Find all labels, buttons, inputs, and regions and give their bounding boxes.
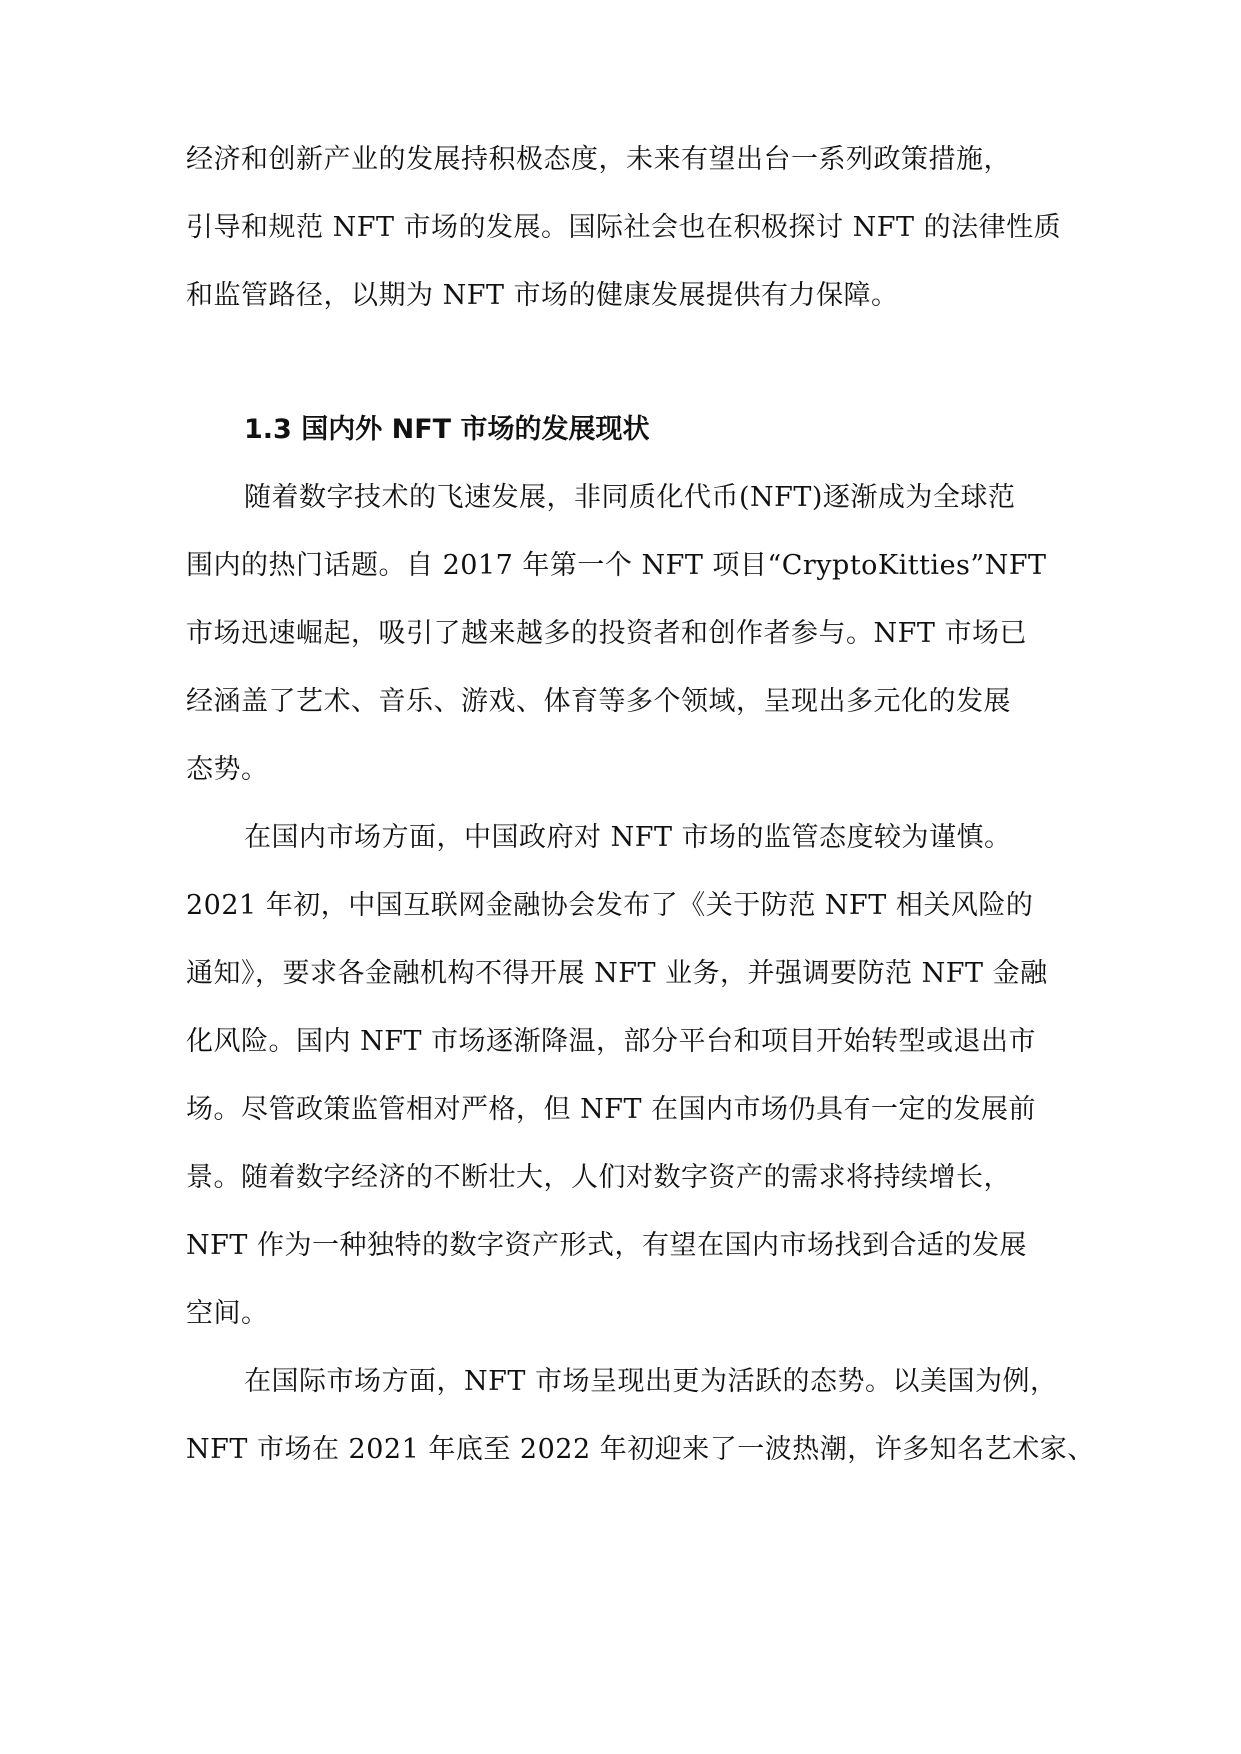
paragraph2-line-5: 场。尽管政策监管相对严格，但 NFT 在国内市场仍具有一定的发展前 [186,1094,1037,1125]
paragraph3-line-2: NFT 市场在 2021 年底至 2022 年初迎来了一波热潮，许多知名艺术家、 [186,1434,1095,1465]
paragraph1-line-4: 经涵盖了艺术、音乐、游戏、体育等多个领域，呈现出多元化的发展 [186,686,1011,717]
paragraph2-line-7: NFT 作为一种独特的数字资产形式，有望在国内市场找到合适的发展 [186,1230,1027,1261]
paragraph1-line-2: 围内的热门话题。自 2017 年第一个 NFT 项目“CryptoKitties”NFT [186,550,1047,581]
paragraph2-line-4: 化风险。国内 NFT 市场逐渐降温，部分平台和项目开始转型或退出市 [186,1026,1037,1057]
intro-line-2: 引导和规范 NFT 市场的发展。国际社会也在积极探讨 NFT 的法律性质 [186,212,1062,243]
paragraph1-line-1: 随着数字技术的飞速发展，非同质化代币(NFT)逐渐成为全球范 [244,482,1016,513]
paragraph1-line-5: 态势。 [186,754,269,785]
section-heading: 1.3 国内外 NFT 市场的发展现状 [244,414,650,445]
paragraph3-line-1: 在国际市场方面，NFT 市场呈现出更为活跃的态势。以美国为例， [244,1366,1058,1397]
paragraph2-line-6: 景。随着数字经济的不断壮大，人们对数字资产的需求将持续增长， [186,1162,1011,1193]
paragraph2-line-2: 2021 年初，中国互联网金融协会发布了《关于防范 NFT 相关风险的 [186,890,1034,921]
paragraph1-line-3: 市场迅速崛起，吸引了越来越多的投资者和创作者参与。NFT 市场已 [186,618,1027,649]
intro-line-3: 和监管路径，以期为 NFT 市场的健康发展提供有力保障。 [186,280,899,311]
paragraph2-line-3: 通知》，要求各金融机构不得开展 NFT 业务，并强调要防范 NFT 金融 [186,958,1048,989]
paragraph2-line-1: 在国内市场方面，中国政府对 NFT 市场的监管态度较为谨慎。 [244,822,1012,853]
paragraph2-line-8: 空间。 [186,1298,269,1329]
intro-line-1: 经济和创新产业的发展持积极态度，未来有望出台一系列政策措施， [186,144,1011,175]
